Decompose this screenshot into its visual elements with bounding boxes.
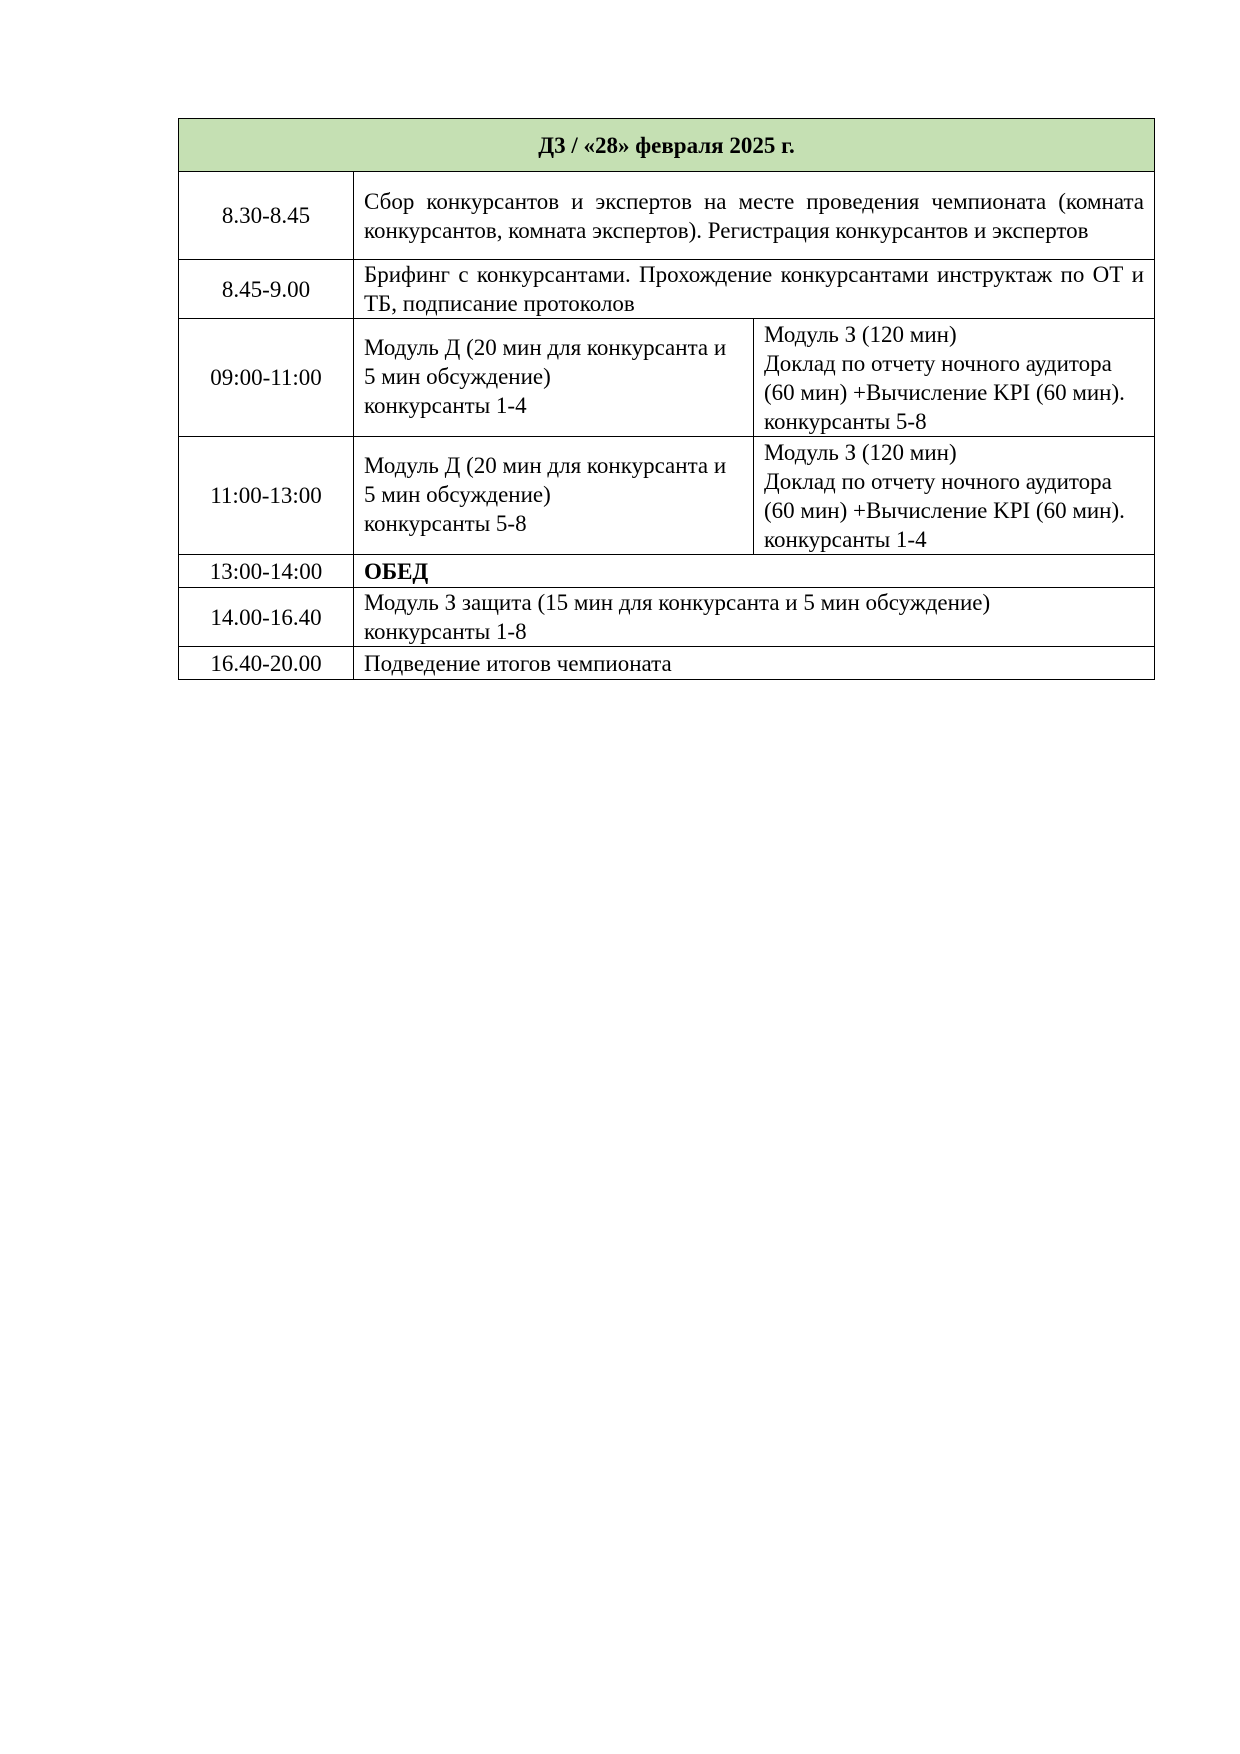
- time-cell: 13:00-14:00: [179, 555, 354, 588]
- activity-cell-module-z: [754, 437, 1155, 555]
- time-cell: 16.40-20.00: [179, 647, 354, 680]
- module-description: Доклад по отчету ночного аудитора (60 мин) +Вычисление KPI (60 мин).: [764, 351, 1125, 405]
- time-cell: 14.00-16.40: [179, 588, 354, 647]
- participants-group: конкурсанты 1-4: [364, 393, 527, 418]
- table-row: [179, 647, 1155, 680]
- activity-cell: Подведение итогов чемпионата: [354, 647, 1155, 680]
- module-title: Модуль З (120 мин): [764, 440, 957, 465]
- participants-group: конкурсанты 1-4: [764, 527, 927, 552]
- time-cell: 8.45-9.00: [179, 260, 354, 319]
- table-row: [179, 588, 1155, 647]
- module-description: Модуль Д (20 мин для конкурсанта и 5 мин обсуждение): [364, 453, 727, 507]
- activity-cell-module-z: [754, 319, 1155, 437]
- table-row: [179, 555, 1155, 588]
- participants-group: конкурсанты 5-8: [364, 511, 527, 536]
- activity-cell: Брифинг с конкурсантами. Прохождение конкурсантами инструктаж по ОТ и ТБ, подписание протоколов: [354, 260, 1155, 319]
- time-cell: 09:00-11:00: [179, 319, 354, 437]
- participants-group: конкурсанты 1-8: [364, 619, 527, 644]
- activity-cell: [354, 588, 1155, 647]
- activity-cell-module-d: [354, 437, 754, 555]
- participants-group: конкурсанты 5-8: [764, 409, 927, 434]
- activity-cell-module-d: [354, 319, 754, 437]
- schedule-table: [178, 118, 1155, 680]
- module-title: Модуль З (120 мин): [764, 322, 957, 347]
- schedule-header-row: [179, 119, 1155, 172]
- module-description: Модуль З защита (15 мин для конкурсанта и 5 мин обсуждение): [364, 590, 991, 615]
- time-cell: 11:00-13:00: [179, 437, 354, 555]
- table-row: [179, 319, 1155, 437]
- schedule-header: Д3 / «28» февраля 2025 г.: [179, 119, 1155, 172]
- table-row: [179, 172, 1155, 260]
- table-row: [179, 260, 1155, 319]
- time-cell: 8.30-8.45: [179, 172, 354, 260]
- activity-cell: Сбор конкурсантов и экспертов на месте проведения чемпионата (комната конкурсантов, комната экспертов). Регистрация конкурсантов и экспертов: [354, 172, 1155, 260]
- table-row: [179, 437, 1155, 555]
- lunch-cell: ОБЕД: [354, 555, 1155, 588]
- module-description: Модуль Д (20 мин для конкурсанта и 5 мин обсуждение): [364, 335, 727, 389]
- module-description: Доклад по отчету ночного аудитора (60 мин) +Вычисление KPI (60 мин).: [764, 469, 1125, 523]
